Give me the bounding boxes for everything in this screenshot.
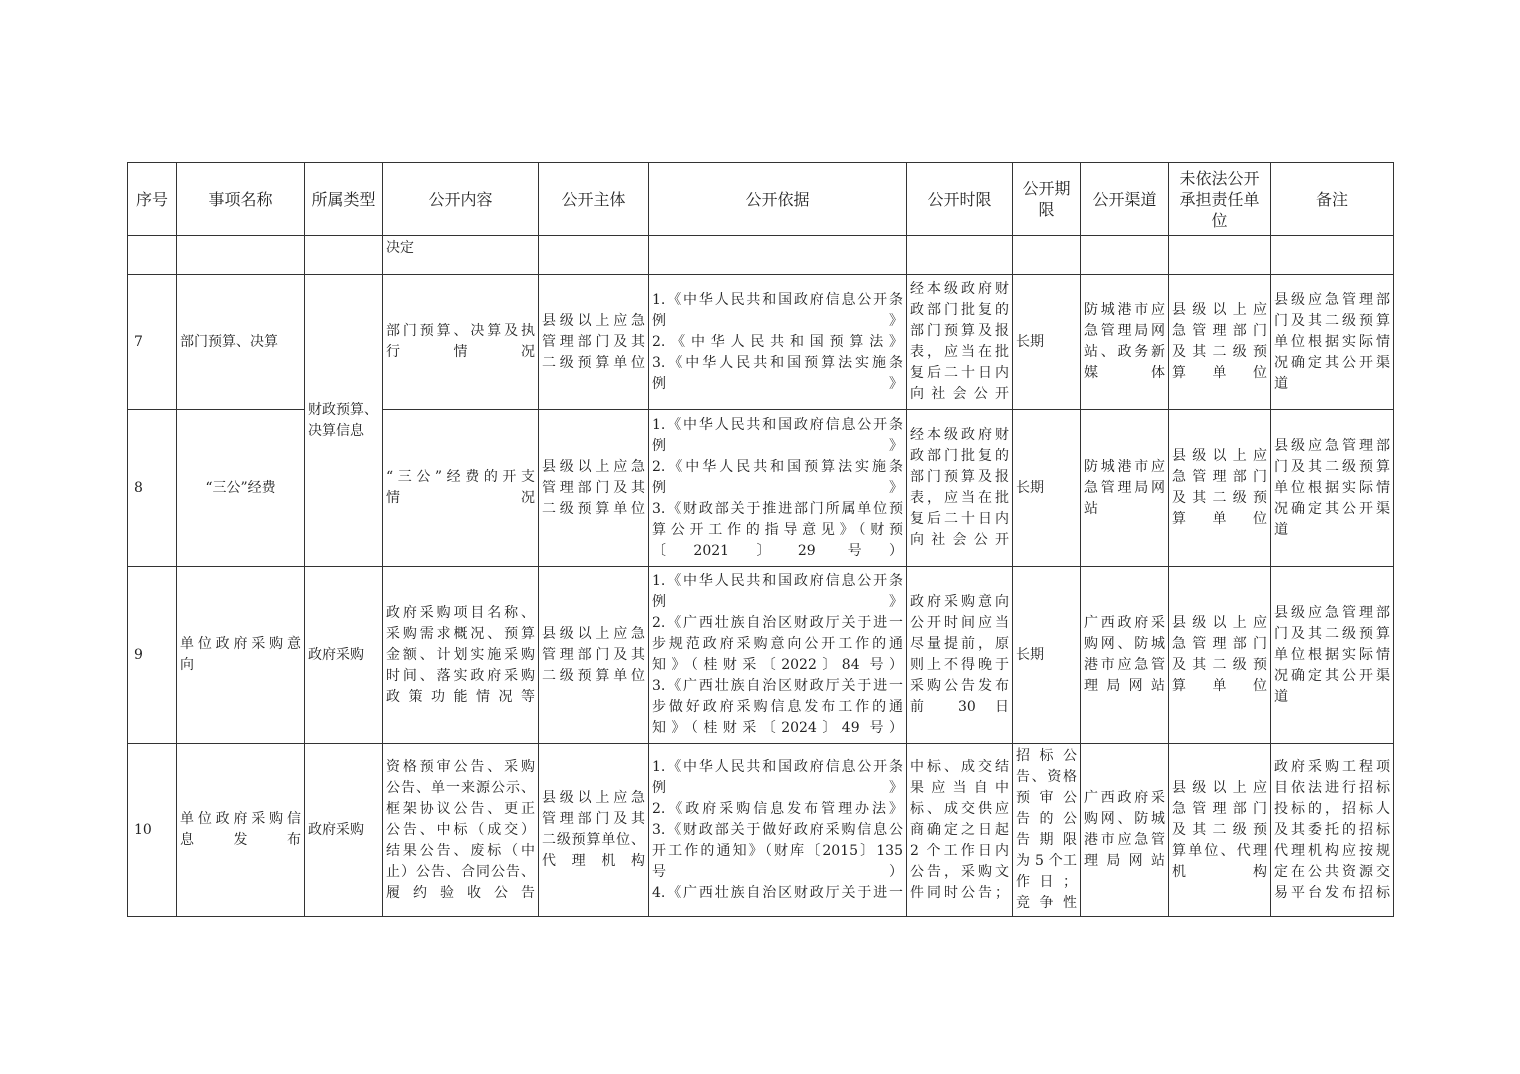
text-line: 承担责任单 — [1179, 189, 1260, 209]
text-line: 2.《政府采购信息发布管理办法》 — [652, 800, 903, 817]
text-line: 况确定其公开渠 — [1274, 667, 1390, 684]
text-line: 政策功能情况等 — [386, 688, 535, 705]
text-line: 公告，采购文 — [910, 863, 1009, 880]
text-line: 复后二十日内 — [910, 511, 1009, 527]
cell-period — [1013, 236, 1081, 275]
text-line: 二级预算单位 — [542, 354, 645, 371]
text-line: 部门预算及报 — [910, 469, 1009, 485]
text-line: 长期 — [1016, 646, 1044, 663]
text-line: 县级以上应 — [1172, 448, 1267, 464]
text-line: 2.《广西壮族自治区财政厅关于进一 — [652, 615, 903, 631]
cell-seq: 9 — [128, 567, 177, 744]
text-line: 易平台发布招标 — [1274, 884, 1390, 901]
text-line: 时间、落实政府采购 — [386, 667, 535, 684]
cell-seq — [128, 236, 177, 275]
text-line: 及其二级预 — [1172, 821, 1267, 838]
cell-basis — [649, 410, 907, 567]
text-line: 1.《中华人民共和国政府信息公开条 — [652, 758, 903, 775]
text-line: 单位根据实际情 — [1274, 479, 1390, 496]
text-line: 管理部门及其 — [542, 333, 645, 350]
cell-seq: 10 — [128, 744, 177, 917]
text-line: 急管理部门 — [1172, 800, 1267, 817]
text-line: 政府采购 — [308, 821, 364, 838]
text-line: 向社会公开 — [910, 386, 1009, 402]
text-line: 2 个工作日内 — [910, 842, 1009, 859]
cell-channel — [1081, 744, 1169, 917]
cell-name — [177, 410, 305, 567]
text-line: 框架协议公告、更正 — [386, 800, 535, 817]
text-line: 则上不得晚于 — [910, 657, 1009, 673]
text-line: 开工作的通知》（财库〔2015〕135 — [652, 842, 903, 859]
text-line: 况确定其公开渠 — [1274, 500, 1390, 517]
text-line: 管理部门及其 — [542, 646, 645, 663]
text-line: 二级预算单位 — [542, 500, 645, 517]
text-line: 3.《财政部关于推进部门所属单位预 — [652, 500, 903, 517]
text-line: 单位政府采购意 — [180, 636, 301, 652]
table-row — [128, 275, 1394, 410]
text-line: 县级以上应 — [1172, 615, 1267, 631]
text-line: 县级以上应 — [1172, 302, 1267, 318]
text-line: 单位政府采购信 — [180, 811, 301, 827]
header-type: 所属类型 — [305, 163, 383, 236]
text-line: 及其二级预 — [1172, 344, 1267, 360]
table-row-continuation — [128, 236, 1394, 275]
cell-content: 决定 — [383, 236, 539, 275]
text-line: 管理部门及其 — [542, 479, 645, 496]
header-content: 公开内容 — [383, 163, 539, 236]
text-line: 资格预审公告、采购 — [386, 758, 535, 775]
text-line: 息发布 — [180, 832, 301, 848]
cell-remark — [1271, 275, 1394, 410]
text-line: 及其委托的招标 — [1274, 821, 1390, 838]
cell-responsible — [1169, 567, 1271, 744]
cell-period — [1013, 744, 1081, 917]
text-line: 机构 — [1172, 863, 1267, 880]
text-line: 决算信息 — [308, 422, 364, 439]
text-line: 急管理局网 — [1084, 479, 1165, 496]
text-line: 道 — [1274, 521, 1288, 538]
text-line: 算单位 — [1172, 678, 1267, 694]
text-line: 止）公告、合同公告、 — [386, 863, 535, 880]
text-line: 例》 — [652, 594, 903, 610]
text-line: 部门预算、决算 — [180, 333, 278, 350]
text-line: 算单位 — [1172, 365, 1267, 381]
cell-remark — [1271, 744, 1394, 917]
text-line: 算公开工作的指导意见》（财预 — [652, 521, 903, 538]
text-line: 例》 — [652, 312, 903, 329]
header-item-name: 事项名称 — [177, 163, 305, 236]
text-line: 及其二级预 — [1172, 490, 1267, 506]
text-line: 例》 — [652, 375, 903, 392]
cell-subject — [539, 567, 649, 744]
text-line: 算单位 — [1172, 511, 1267, 527]
text-line: 预审公 — [1016, 790, 1077, 806]
text-line: 况确定其公开渠 — [1274, 354, 1390, 371]
text-line: 广西政府采 — [1084, 615, 1165, 631]
text-line: 4.《广西壮族自治区财政厅关于进一 — [652, 884, 903, 901]
text-line: 代理机构应按规 — [1274, 842, 1390, 859]
text-line: 急管理部门 — [1172, 469, 1267, 485]
cell-period — [1013, 275, 1081, 410]
text-line: 例》 — [652, 479, 903, 496]
text-line: “三公”经费 — [205, 479, 276, 496]
text-line: 县级应急管理部 — [1274, 291, 1390, 308]
text-line: 知》（桂财采〔2024〕49 号） — [652, 720, 903, 736]
cell-type — [305, 567, 383, 744]
text-line: 号） — [652, 863, 903, 880]
text-line: 1.《中华人民共和国政府信息公开条 — [652, 291, 903, 308]
text-line: 广西政府采 — [1084, 790, 1165, 806]
text-line: 媒体 — [1084, 365, 1165, 381]
text-line: 2.《中华人民共和国预算法》 — [652, 333, 903, 350]
text-line: 防城港市应 — [1084, 458, 1165, 475]
text-line: 前 30 日 — [910, 699, 1009, 715]
text-line: 定在公共资源交 — [1274, 863, 1390, 880]
text-line: 县级以上应急 — [542, 312, 645, 329]
text-line: 县级应急管理部 — [1274, 437, 1390, 454]
header-time-limit: 公开时限 — [907, 163, 1013, 236]
text-line: 长期 — [1016, 479, 1044, 496]
table-row — [128, 567, 1394, 744]
text-line: 理局网站 — [1084, 853, 1165, 869]
text-line: 商确定之日起 — [910, 821, 1009, 838]
text-line: 管理部门及其 — [542, 811, 645, 827]
cell-content — [383, 744, 539, 917]
text-line: 向社会公开 — [910, 532, 1009, 548]
text-line: 财政预算、 — [308, 401, 378, 418]
text-line: 县级以上应 — [1172, 779, 1267, 796]
text-line: 公告、中标（成交） — [386, 821, 535, 838]
cell-content — [383, 275, 539, 410]
text-line: 1.《中华人民共和国政府信息公开条 — [652, 416, 903, 433]
cell-channel — [1081, 567, 1169, 744]
text-line: 道 — [1274, 688, 1288, 705]
cell-subject — [539, 275, 649, 410]
header-basis: 公开依据 — [649, 163, 907, 236]
text-line: 防城港市应 — [1084, 302, 1165, 318]
cell-channel — [1081, 236, 1169, 275]
cell-seq: 7 — [128, 275, 177, 410]
text-line: 例》 — [652, 437, 903, 454]
cell-responsible — [1169, 410, 1271, 567]
cell-type — [305, 744, 383, 917]
text-line: 县级以上应急 — [542, 458, 645, 475]
cell-basis — [649, 275, 907, 410]
cell-name — [177, 236, 305, 275]
text-line: 行情况 — [386, 344, 535, 360]
text-line: 告的公 — [1016, 811, 1077, 827]
text-line: 道 — [1274, 375, 1288, 392]
text-line: 港市应急管 — [1084, 657, 1165, 673]
disclosure-table — [127, 162, 1394, 917]
text-line: 中标、成交结 — [910, 758, 1009, 775]
text-line: 向 — [180, 657, 194, 673]
text-line: “三公”经费的开支 — [386, 469, 535, 485]
text-line: 限 — [1038, 200, 1055, 219]
cell-subject — [539, 236, 649, 275]
text-line: 门及其二级预算 — [1274, 625, 1390, 642]
text-line: 情况 — [386, 490, 535, 506]
cell-subject — [539, 744, 649, 917]
text-line: 竞争性 — [1016, 895, 1077, 911]
text-line: 经本级政府财 — [910, 427, 1009, 443]
text-line: 复后二十日内 — [910, 365, 1009, 381]
text-line: 门及其二级预算 — [1274, 312, 1390, 329]
cell-basis — [649, 236, 907, 275]
text-line: 政府采购项目名称、 — [386, 604, 535, 621]
cell-remark — [1271, 567, 1394, 744]
text-line: 理局网站 — [1084, 678, 1165, 694]
cell-name — [177, 567, 305, 744]
cell-time-limit — [907, 744, 1013, 917]
text-line: 购网、防城 — [1084, 636, 1165, 652]
text-line: 步规范政府采购意向公开工作的通 — [652, 636, 903, 652]
cell-subject — [539, 410, 649, 567]
cell-type — [305, 236, 383, 275]
text-line: 门及其二级预算 — [1274, 458, 1390, 475]
text-line: 政府采购 — [308, 646, 364, 663]
table-header — [128, 163, 1394, 236]
cell-basis — [649, 567, 907, 744]
text-line: 〔2021〕29 号） — [652, 542, 903, 559]
text-line: 知》（桂财采〔2022〕84 号） — [652, 657, 903, 673]
text-line: 招标公 — [1016, 748, 1077, 764]
cell-period — [1013, 567, 1081, 744]
cell-responsible — [1169, 744, 1271, 917]
text-line: 经本级政府财 — [910, 281, 1009, 297]
text-line: 政府采购工程项 — [1274, 758, 1390, 775]
cell-responsible — [1169, 275, 1271, 410]
text-line: 部门预算及报 — [910, 323, 1009, 339]
text-line: 目依法进行招标 — [1274, 779, 1390, 796]
text-line: 3.《广西壮族自治区财政厅关于进一 — [652, 678, 903, 694]
header-seq: 序号 — [128, 163, 177, 236]
text-line: 公开期 — [1022, 179, 1071, 198]
text-line: 公开时间应当 — [910, 615, 1009, 631]
text-line: 代理机构 — [542, 853, 645, 869]
header-channel: 公开渠道 — [1081, 163, 1169, 236]
text-line: 为 5 个工 — [1016, 853, 1077, 869]
text-line: 站、政务新 — [1084, 344, 1165, 360]
cell-content — [383, 567, 539, 744]
text-line: 表，应当在批 — [910, 344, 1009, 360]
text-line: 急管理局网 — [1084, 323, 1165, 339]
text-line: 购网、防城 — [1084, 811, 1165, 827]
cell-channel — [1081, 410, 1169, 567]
text-line: 果应当自中 — [910, 779, 1009, 796]
text-line: 二级预算单位 — [542, 667, 645, 684]
text-line: 港市应急管 — [1084, 832, 1165, 848]
text-line: 告、资格 — [1016, 769, 1077, 785]
text-line: 急管理部门 — [1172, 323, 1267, 339]
text-line: 采购公告发布 — [910, 678, 1009, 694]
text-line: 部门预算、决算及执 — [386, 323, 535, 339]
text-line: 公告、单一来源公示、 — [386, 779, 535, 796]
text-line: 例》 — [652, 779, 903, 796]
text-line: 算单位、代理 — [1172, 842, 1267, 859]
cell-name — [177, 744, 305, 917]
cell-time-limit — [907, 410, 1013, 567]
text-line: 金额、计划实施采购 — [386, 646, 535, 663]
cell-remark — [1271, 236, 1394, 275]
text-line: 政部门批复的 — [910, 302, 1009, 318]
text-line: 位 — [1211, 210, 1228, 230]
text-line: 3.《中华人民共和国预算法实施条 — [652, 354, 903, 371]
text-line: 告期限 — [1016, 832, 1077, 848]
cell-time-limit — [907, 275, 1013, 410]
cell-time-limit — [907, 567, 1013, 744]
text-line: 县级以上应急 — [542, 790, 645, 806]
text-line: 尽量提前，原 — [910, 636, 1009, 652]
text-line: 政部门批复的 — [910, 448, 1009, 464]
cell-responsible — [1169, 236, 1271, 275]
cell-channel — [1081, 275, 1169, 410]
cell-remark — [1271, 410, 1394, 567]
text-line: 二级预算单位、 — [542, 832, 645, 848]
text-line: 单位根据实际情 — [1274, 646, 1390, 663]
header-remark: 备注 — [1271, 163, 1394, 236]
text-line: 长期 — [1016, 333, 1044, 350]
text-line: 单位根据实际情 — [1274, 333, 1390, 350]
text-line: 站 — [1084, 500, 1098, 517]
text-line: 急管理部门 — [1172, 636, 1267, 652]
cell-basis — [649, 744, 907, 917]
cell-seq: 8 — [128, 410, 177, 567]
cell-name — [177, 275, 305, 410]
header-subject: 公开主体 — [539, 163, 649, 236]
text-line: 结果公告、废标（中 — [386, 842, 535, 859]
header-responsible — [1169, 163, 1271, 236]
header-period — [1013, 163, 1081, 236]
text-line: 投标的，招标人 — [1274, 800, 1390, 817]
text-line: 及其二级预 — [1172, 657, 1267, 673]
text-line: 件同时公告； — [910, 884, 1009, 901]
table-row — [128, 744, 1394, 917]
cell-content — [383, 410, 539, 567]
cell-time-limit — [907, 236, 1013, 275]
text-line: 县级应急管理部 — [1274, 604, 1390, 621]
text-line: 标、成交供应 — [910, 800, 1009, 817]
text-line: 作日； — [1016, 874, 1077, 890]
text-line: 3.《财政部关于做好政府采购信息公 — [652, 821, 903, 838]
text-line: 未依法公开 — [1179, 168, 1260, 188]
text-line: 采购需求概况、预算 — [386, 625, 535, 642]
cell-period — [1013, 410, 1081, 567]
text-line: 履约验收公告 — [386, 884, 535, 901]
text-line: 表，应当在批 — [910, 490, 1009, 506]
text-line: 1.《中华人民共和国政府信息公开条 — [652, 573, 903, 589]
text-line: 步做好政府采购信息发布工作的通 — [652, 699, 903, 715]
text-line: 2.《中华人民共和国预算法实施条 — [652, 458, 903, 475]
cell-type-merged — [305, 275, 383, 567]
text-line: 政府采购意向 — [910, 594, 1009, 610]
text-line: 县级以上应急 — [542, 625, 645, 642]
